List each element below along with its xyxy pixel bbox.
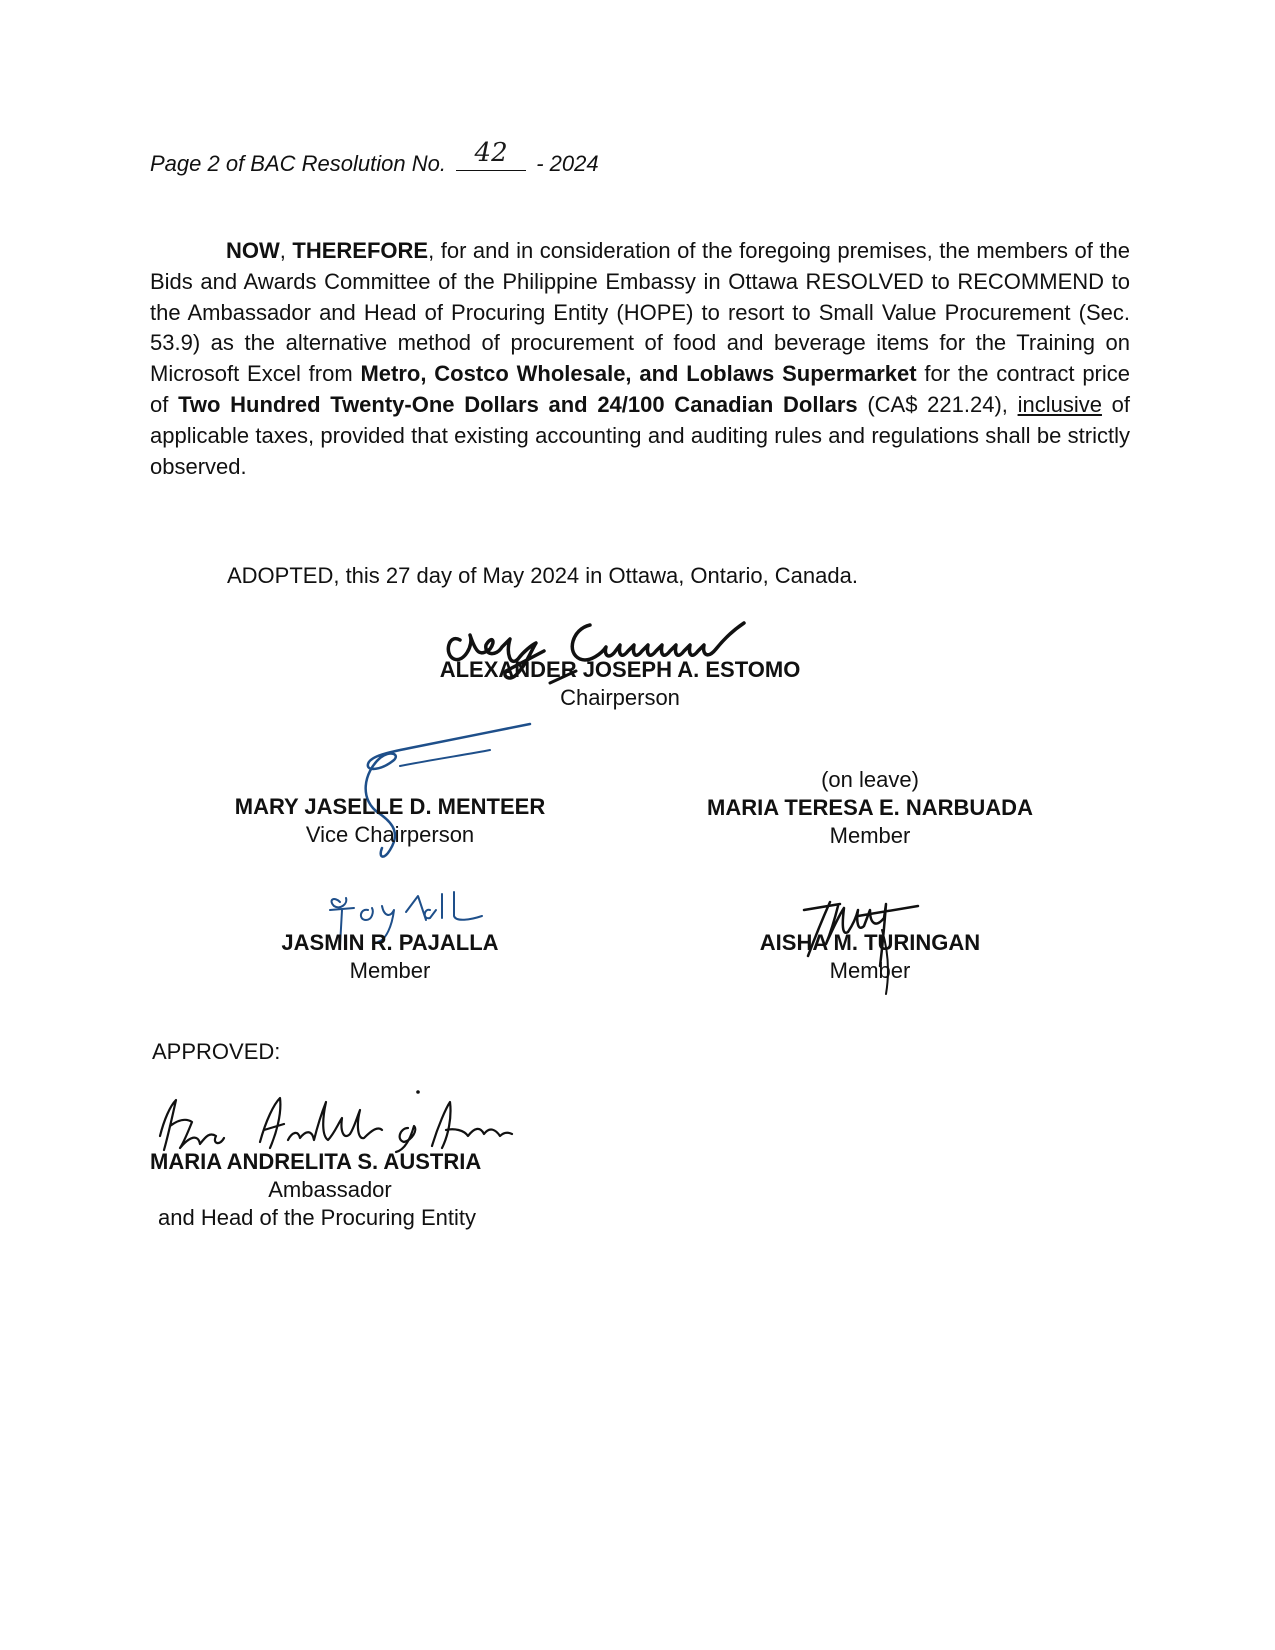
member2-name: JASMIN R. PAJALLA — [281, 930, 499, 955]
suppliers: Metro, Costco Wholesale, and Loblaws Supermarket — [360, 361, 917, 387]
ambassador-name: MARIA ANDRELITA S. AUSTRIA — [150, 1149, 482, 1174]
member2-block — [200, 929, 580, 985]
comma-sep: , — [279, 238, 293, 263]
vice-chair-block — [180, 793, 600, 849]
member3-title: Member — [829, 958, 911, 983]
member2-title: Member — [349, 958, 431, 983]
approval-block — [150, 1148, 530, 1232]
member1-title: Member — [829, 823, 911, 848]
member1-name: MARIA TERESA E. NARBUADA — [707, 795, 1033, 820]
chair-name: ALEXANDER JOSEPH A. ESTOMO — [439, 657, 801, 682]
header-prefix: Page 2 of BAC Resolution No. — [150, 151, 446, 176]
member3-block — [680, 929, 1060, 985]
header-suffix: - 2024 — [536, 151, 599, 176]
resolution-number: 42 — [474, 138, 508, 168]
adopted-line: ADOPTED, this 27 day of May 2024 in Ottawa, Ontario, Canada. — [227, 563, 858, 588]
ambassador-title-line1: Ambassador — [268, 1177, 392, 1202]
vice-chair-title: Vice Chairperson — [305, 822, 475, 847]
chair-title: Chairperson — [560, 685, 680, 710]
chair-block — [380, 656, 860, 712]
now-word: NOW — [226, 238, 280, 263]
page-header — [150, 138, 599, 177]
member3-name: AISHA M. TURINGAN — [759, 930, 981, 955]
body-text-3: (CA$ 221.24), — [857, 391, 1018, 417]
member1-block — [650, 766, 1090, 850]
resolution-paragraph — [150, 236, 1130, 482]
body-text-2: for the contract price of — [150, 361, 1131, 417]
vice-chair-name: MARY JASELLE D. MENTEER — [234, 794, 546, 819]
member1-note: (on leave) — [821, 767, 919, 792]
inclusive-word: inclusive — [1017, 391, 1102, 417]
ambassador-title-line2: and Head of the Procuring Entity — [158, 1205, 476, 1230]
body-text-1: , for and in consideration of the foregoing premises, the members of the Bids and Awards Committee of the Philippine Embassy in Ottawa RESOLVED to RECOMMEND to the Ambassador and Head of Procuring Entity (HOPE) to resort to Small Value Procurement (Sec. 53.9) as the alternative method of procurement of food and beverage items for the Training on Microsoft Excel from — [150, 238, 1130, 387]
approved-label: APPROVED: — [152, 1039, 281, 1064]
resolution-number-field — [456, 138, 526, 171]
body-text-4: of applicable taxes, provided that existing accounting and auditing rules and regulations shall be strictly observed. — [150, 391, 1131, 479]
therefore-word: THEREFORE — [292, 238, 429, 263]
amount-in-words: Two Hundred Twenty-One Dollars and 24/100 Canadian Dollars — [178, 391, 858, 417]
